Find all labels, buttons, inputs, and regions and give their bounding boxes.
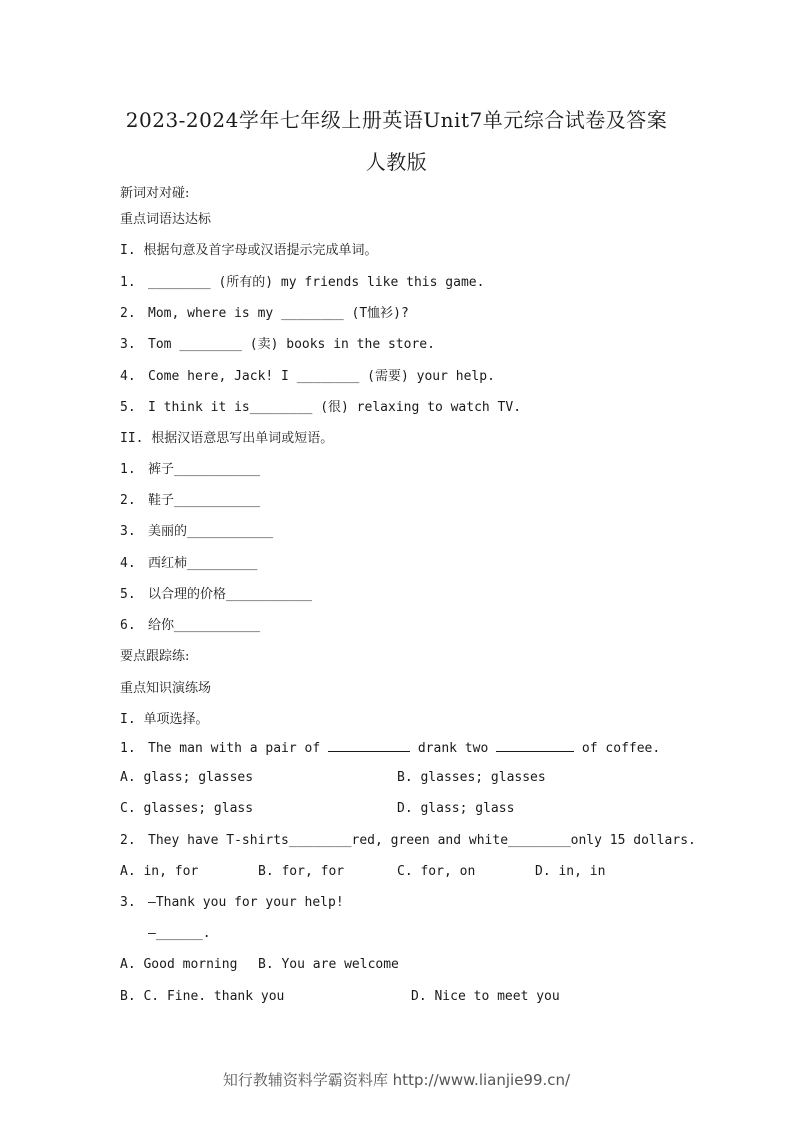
answer-blank: ________ (148, 275, 211, 290)
option-b: B. for, for (258, 864, 345, 879)
question-3 (120, 895, 344, 910)
option-c: C. glasses; glass (120, 801, 254, 816)
item-text: 裤子___________ (148, 462, 261, 477)
page-subtitle: 人教版 (365, 150, 428, 174)
item-text: 美丽的___________ (148, 524, 274, 539)
item-text: (卖) books in the store. (241, 337, 435, 352)
item-text: Tom (148, 337, 180, 352)
item-number: 2. (120, 833, 136, 848)
item-text: Come here, Jack! I (148, 369, 297, 384)
question-text: The man with a pair of (148, 741, 329, 756)
page-title: 2023-2024学年七年级上册英语Unit7单元综合试卷及答案 (125, 108, 668, 132)
part3-heading: I. 单项选择。 (120, 712, 209, 727)
part2-item (120, 489, 260, 508)
part2-item (120, 520, 273, 539)
option-d: D. glass; glass (397, 801, 515, 816)
answer-blank (496, 739, 574, 752)
answer-blank: ________ (249, 400, 313, 415)
part1-item (120, 302, 409, 321)
part1-item (120, 333, 435, 352)
item-number: 2. (120, 306, 136, 321)
item-text: 鞋子___________ (148, 493, 261, 508)
option-b: B. glasses; glasses (397, 770, 546, 785)
option-c: B. C. Fine. thank you (120, 989, 285, 1004)
section-key-words: 重点词语达达标 (120, 212, 212, 227)
part2-item (120, 458, 260, 477)
option-c: C. for, on (397, 864, 476, 879)
option-a: A. glass; glasses (120, 770, 254, 785)
item-text: I think it is (148, 400, 250, 415)
item-text: 给你___________ (148, 618, 261, 633)
question-text: They have T-shirts________red, green and white________only 15 dollars. (148, 833, 696, 848)
item-number: 1. (120, 462, 136, 477)
option-a: A. in, for (120, 864, 199, 879)
item-text: (所有的) my friends like this game. (210, 275, 485, 290)
item-number: 5. (120, 400, 136, 415)
part2-item (120, 552, 257, 571)
item-text: (很) relaxing to watch TV. (312, 400, 522, 415)
item-number: 4. (120, 556, 136, 571)
section-new-words: 新词对对碰: (120, 186, 190, 201)
answer-blank (328, 739, 410, 752)
part1-item (120, 271, 484, 290)
item-number: 1. (120, 275, 136, 290)
item-number: 6. (120, 618, 136, 633)
item-text: 以合理的价格___________ (148, 587, 313, 602)
item-text: Mom, where is my (148, 306, 282, 321)
part2-item (120, 614, 260, 633)
option-d: D. Nice to meet you (411, 989, 560, 1004)
section-practice: 重点知识演练场 (120, 681, 212, 696)
item-number: 1. (120, 741, 136, 756)
part1-item (120, 396, 521, 415)
item-number: 5. (120, 587, 136, 602)
question-2 (120, 833, 696, 848)
item-number: 3. (120, 524, 136, 539)
part1-heading: I. 根据句意及首字母或汉语提示完成单词。 (120, 243, 378, 258)
item-number: 3. (120, 895, 136, 910)
item-number: 3. (120, 337, 136, 352)
question-text: —Thank you for your help! (148, 895, 344, 910)
part1-item (120, 365, 495, 384)
part2-item (120, 583, 312, 602)
question-text: drank two (410, 741, 497, 756)
item-text: (需要) your help. (359, 369, 495, 384)
option-d: D. in, in (535, 864, 606, 879)
answer-blank: ________ (179, 337, 242, 352)
item-text: (T恤衫)? (343, 306, 409, 321)
option-a: A. Good morning (120, 957, 238, 972)
section-key-points: 要点跟踪练: (120, 649, 190, 664)
item-number: 2. (120, 493, 136, 508)
part2-heading: II. 根据汉语意思写出单词或短语。 (120, 431, 334, 446)
item-text: 西红柿_________ (148, 556, 258, 571)
item-number: 4. (120, 369, 136, 384)
footer-watermark: 知行教辅资料学霸资料库 http://www.lianjie99.cn/ (222, 1071, 571, 1089)
question-text: of coffee. (574, 741, 661, 756)
answer-blank: ________ (296, 369, 360, 384)
question-1 (120, 739, 660, 756)
answer-blank: ________ (281, 306, 344, 321)
question-3-reply: —______. (148, 926, 211, 941)
option-b: B. You are welcome (258, 957, 399, 972)
